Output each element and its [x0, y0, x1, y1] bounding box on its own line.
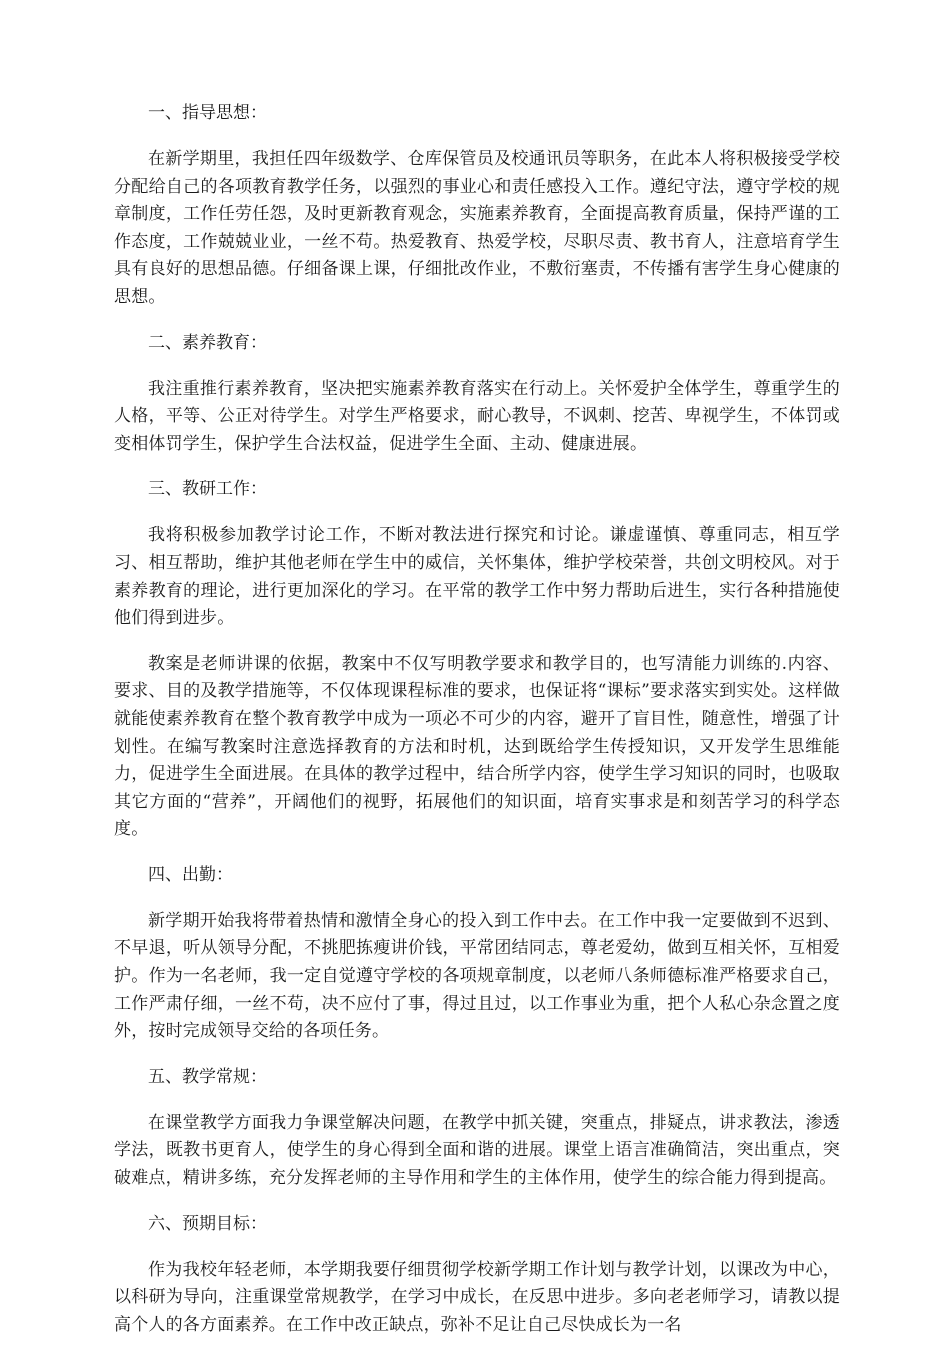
section-heading-quality-education: 二、素养教育： — [148, 332, 267, 353]
section-heading-attendance: 四、出勤： — [148, 864, 233, 885]
paragraph-teaching-routine: 在课堂教学方面我力争课堂解决问题，在教学中抓关键，突重点，排疑点，讲求教法，渗透学法，既教书更育人，使学生的身心得到全面和谐的进展。课堂上语言准确简洁，突出重点，突破难点，精讲多练，充分发挥老师的主导作用和学生的主体作用，使学生的综合能力得到提高。 — [114, 1112, 840, 1189]
section-heading-teaching-routine: 五、教学常规： — [148, 1066, 267, 1087]
section-heading-expected-goals: 六、预期目标： — [148, 1213, 267, 1234]
paragraph-guiding-thought: 在新学期里，我担任四年级数学、仓库保管员及校通讯员等职务，在此本人将积极接受学校分配给自己的各项教育教学任务，以强烈的事业心和责任感投入工作。遵纪守法，遵守学校的规章制度，工作任劳任怨，及时更新教育观念，实施素养教育，全面提高教育质量，保持严谨的工作态度，工作兢兢业业，一丝不苟。热爱教育、热爱学校，尽职尽责、教书育人，注意培育学生具有良好的思想品德。仔细备课上课，仔细批改作业，不敷衍塞责，不传播有害学生身心健康的思想。 — [114, 149, 840, 307]
section-heading-teaching-research: 三、教研工作： — [148, 479, 267, 500]
paragraph-teaching-research-2: 教案是老师讲课的依据，教案中不仅写明教学要求和教学目的，也写清能力训练的.内容、要求、目的及教学措施等，不仅体现课程标准的要求，也保证将“课标”要求落实到实处。这样做就能使素养教育在整个教育教学中成为一项必不可少的内容，避开了盲目性，随意性，增强了计划性。在编写教案时注意选择教育的方法和时机，达到既给学生传授知识，又开发学生思维能力，促进学生全面进展。在具体的教学过程中，结合所学内容，使学生学习知识的同时，也吸取其它方面的“营养”，开阔他们的视野，拓展他们的知识面，培育实事求是和刻苦学习的科学态度。 — [114, 653, 840, 840]
section-heading-guiding-thought: 一、指导思想： — [148, 103, 267, 123]
document-page — [114, 100, 840, 1357]
paragraph-expected-goals: 作为我校年轻老师，本学期我要仔细贯彻学校新学期工作计划与教学计划，以课改为中心，以科研为导向，注重课堂常规教学，在学习中成长，在反思中进步。多向老老师学习，请教以提高个人的各方面素养。在工作中改正缺点，弥补不足让自己尽快成长为一名 — [114, 1259, 840, 1335]
paragraph-quality-education: 我注重推行素养教育，坚决把实施素养教育落实在行动上。关怀爱护全体学生，尊重学生的人格，平等、公正对待学生。对学生严格要求，耐心教导，不讽刺、挖苦、卑视学生，不体罚或变相体罚学生，保护学生合法权益，促进学生全面、主动、健康进展。 — [114, 378, 840, 454]
paragraph-teaching-research-1: 我将积极参加教学讨论工作，不断对教法进行探究和讨论。谦虚谨慎、尊重同志，相互学习、相互帮助，维护其他老师在学生中的威信，关怀集体，维护学校荣誉，共创文明校风。对于素养教育的理论，进行更加深化的学习。在平常的教学工作中努力帮助后进生，实行各种措施使他们得到进步。 — [114, 525, 840, 629]
paragraph-attendance: 新学期开始我将带着热情和激情全身心的投入到工作中去。在工作中我一定要做到不迟到、不早退，听从领导分配，不挑肥拣瘦讲价钱，平常团结同志，尊老爱幼，做到互相关怀，互相爱护。作为一名老师，我一定自觉遵守学校的各项规章制度，以老师八条师德标准严格要求自己，工作严肃仔细，一丝不苟，决不应付了事，得过且过，以工作事业为重，把个人私心杂念置之度外，按时完成领导交给的各项任务。 — [114, 910, 840, 1042]
